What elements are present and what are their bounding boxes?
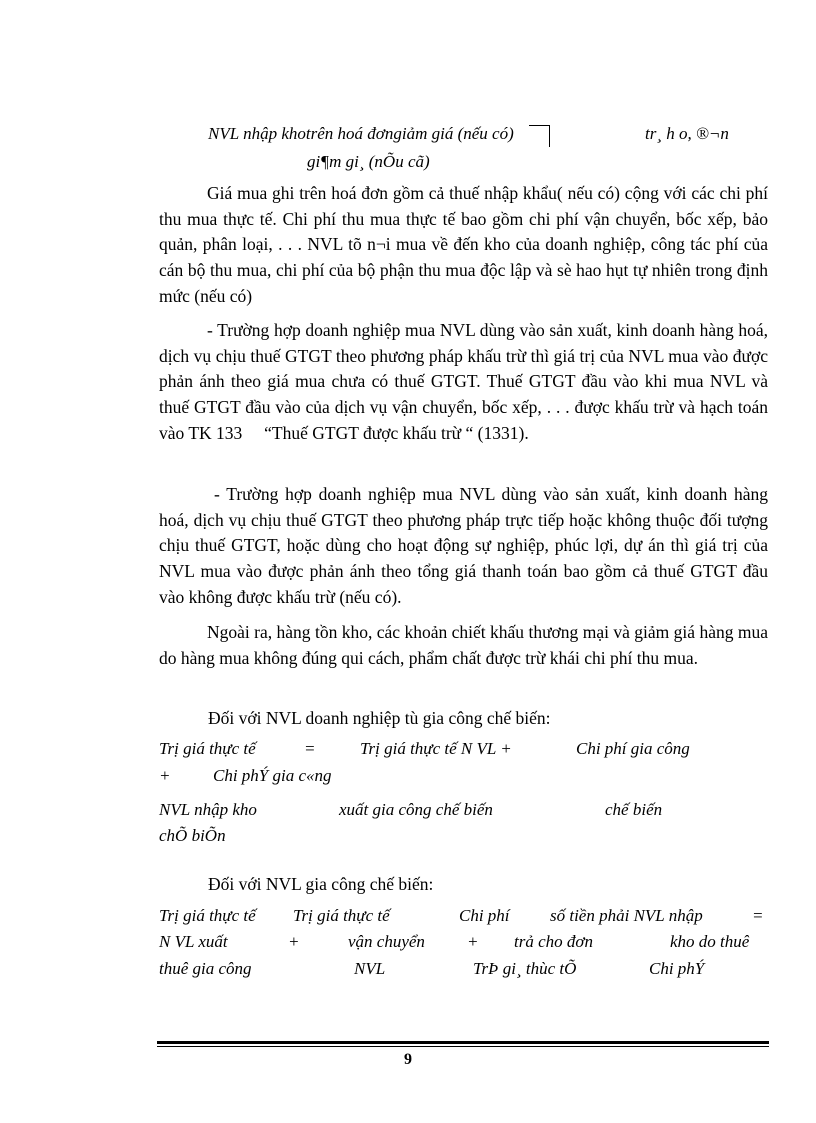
heading-self-processing: Đối với NVL doanh nghiệp tù gia công chế biến: bbox=[208, 708, 551, 728]
paragraph-deduction-method: - Trường hợp doanh nghiệp mua NVL dùng vào sản xuất, kinh doanh hàng hoá, dịch vụ chịu thuế GTGT theo phương pháp khấu trừ thì giá trị của NVL mua vào được phản ánh theo giá mua chưa có thuế GTGT. Thuế GTGT đầu vào khi mua NVL và thuế GTGT đầu vào của dịch vụ vận chuyển, bốc xếp, . . . được khấu trừ và hạch toán vào TK 133 “Thuế GTGT được khấu trừ “ (1331). bbox=[159, 320, 768, 443]
formula-price-line-2: gi¶m gi¸ (nÕu cã) bbox=[307, 152, 430, 171]
self-l1-b: Trị giá thực tế N VL + bbox=[360, 739, 512, 758]
self-l4-a: chÕ biÕn bbox=[159, 826, 226, 845]
overline-mark bbox=[529, 125, 550, 126]
vertical-bar-mark bbox=[549, 125, 550, 147]
out-l2-a: N VL xuất bbox=[159, 932, 228, 951]
self-l2-a: Chi phÝ gia c«ng bbox=[213, 766, 332, 785]
page-number: 9 bbox=[404, 1051, 412, 1068]
heading-outsource-processing: Đối với NVL gia công chế biến: bbox=[208, 874, 434, 894]
out-l2-plus2: + bbox=[467, 932, 479, 951]
self-l1-c: Chi phí gia công bbox=[576, 739, 690, 758]
self-l2-plus: + bbox=[159, 766, 171, 785]
out-l1-b: Trị giá thực tế bbox=[293, 906, 390, 925]
self-l3-b: xuất gia công chế biến bbox=[339, 800, 493, 819]
out-l2-c: trả cho đơn bbox=[514, 932, 593, 951]
footer-rule-thick bbox=[157, 1041, 769, 1044]
out-l2-d: kho do thuê bbox=[670, 932, 750, 951]
out-l2-b: vận chuyển bbox=[348, 932, 425, 951]
out-l2-plus1: + bbox=[288, 932, 300, 951]
self-l3-c: chế biến bbox=[605, 800, 663, 819]
out-l3-d: Chi phÝ bbox=[649, 959, 705, 978]
out-l3-b: NVL bbox=[354, 959, 386, 978]
footer-rule-thin bbox=[157, 1046, 769, 1047]
out-l3-c: TrÞ gi¸ thùc tÕ bbox=[473, 959, 577, 978]
out-l1-a: Trị giá thực tế bbox=[159, 906, 256, 925]
out-l1-eq: = bbox=[752, 906, 764, 925]
formula-price-line-cont: tr¸ h o, ®¬n bbox=[645, 124, 729, 143]
self-l1-a: Trị giá thực tế bbox=[159, 739, 256, 758]
paragraph-purchase-price: Giá mua ghi trên hoá đơn gồm cả thuế nhập khẩu( nếu có) cộng với các chi phí thu mua thực tế. Chi phí thu mua thực tế bao gồm chi phí vận chuyển, bốc xếp, bảo quản, phân loại, . . . NVL tõ n¬i mua về đến kho của doanh nghiệp, công tác phí của cán bộ thu mua, chi phí của bộ phận thu mua độc lập và sè hao hụt tự nhiên trong định mức (nếu có) bbox=[159, 183, 768, 306]
out-l1-d: số tiền phải NVL nhập bbox=[550, 906, 703, 925]
self-l3-a: NVL nhập kho bbox=[159, 800, 257, 819]
paragraph-direct-method: - Trường hợp doanh nghiệp mua NVL dùng vào sản xuất, kinh doanh hàng hoá, dịch vụ chịu thuế GTGT theo phương pháp trực tiếp hoặc không thuộc đối tượng chịu thuế GTGT, hoặc dùng cho hoạt động sự nghiệp, phúc lợi, dự án thì giá trị của NVL mua vào được phản ánh theo tổng giá thanh toán bao gồm cả thuế GTGT đầu vào không được khấu trừ (nếu có). bbox=[159, 484, 768, 607]
paragraph-discounts: Ngoài ra, hàng tồn kho, các khoản chiết khấu thương mại và giảm giá hàng mua do hàng mua không đúng qui cách, phẩm chất được trừ khái chi phí thu mua. bbox=[159, 622, 768, 668]
formula-price-line: NVL nhập khotrên hoá đơngiảm giá (nếu có) bbox=[208, 124, 514, 143]
out-l1-c: Chi phí bbox=[459, 906, 510, 925]
self-l1-eq: = bbox=[304, 739, 316, 758]
out-l3-a: thuê gia công bbox=[159, 959, 252, 978]
